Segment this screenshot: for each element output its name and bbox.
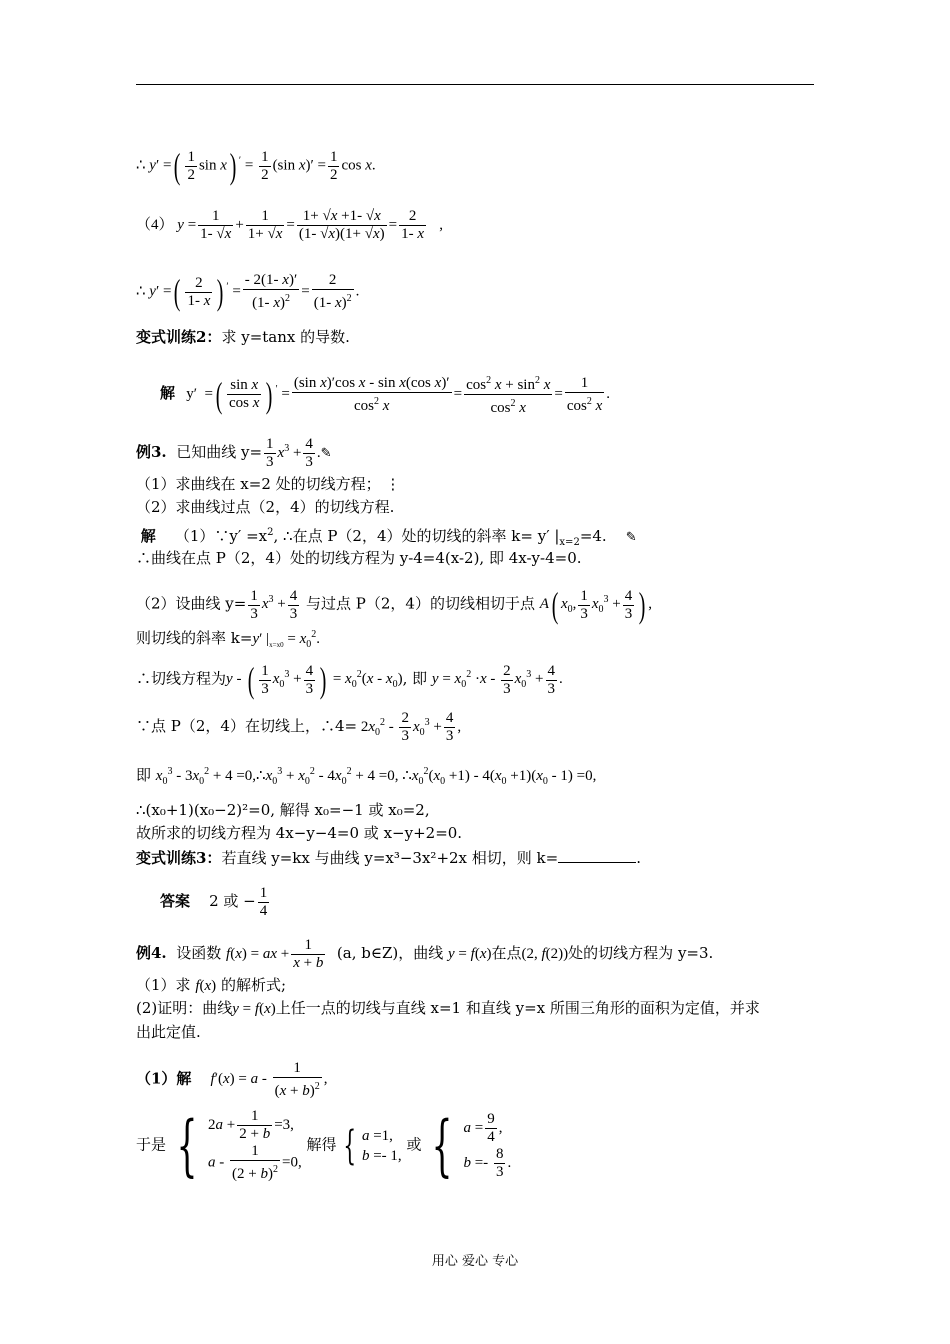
footnote-hand-icon: ✎	[320, 445, 332, 461]
example-4-q2-cont: 出此定值.	[136, 1023, 201, 1041]
example-3-tangent: ∴切线方程为y - ( $\frac{1}{3}$ $x_0^3$ + $\frac{4}{3}$ ) = $x_0^2(x - x_0)$, 即 $y = x_0^2 \cdot x$ - $\frac{2}{3}$ $x_0^3$ + $\frac{4}{3}$ .	[136, 660, 563, 700]
example-4-system: 于是 { 2a + $\frac{1}{2 + b}$ =3, a - $\frac{1}{(2 + b)^2}$ =0, 解得 { a =1, b =- 1, 或 { a = $\frac{9}{4}$ , b =- $\frac{8}{3}$ .	[136, 1106, 512, 1184]
example-3-solution-1: 解 （1）∵y′ $=x^2$, ∴在点 P（2，4）处的切线的斜率 k= y′ $|_{x=2}=4$. ✎	[140, 527, 637, 548]
derivation-line-4b: ∴ y′ =( $\frac{2}{1- x}$ ) ′ = $\frac{- 2(1- x)'}{(1- x)^2}$ = $\frac{2}{(1- x)^2}$ .	[136, 272, 360, 312]
header-rule	[136, 84, 814, 85]
solution-tan: 解 y′ =( $\frac{\text{sin x}}{\text{cos x}}$ ) ′ = $\frac{\text{(sin x)′cos x - sin x(cos x)′}}{\cos^2 x}$ = $\frac{\cos^2 x + \sin^2 x}{\cos^2 x}$ = $\frac{1}{\cos^2 x}$ .	[160, 372, 610, 417]
example-4-q2: (2)证明：曲线y = f(x)上任一点的切线与直线 x=1 和直线 y=x 所围三角形的面积为定值，并求	[136, 999, 760, 1017]
example-3-slope: 则切线的斜率 k=y′ $|_{x=x0} = x_0^2$.	[136, 629, 320, 650]
derivation-line-1: ∴ y′ =( $\frac{1}{2}$ sin x) ′ = $\frac{1}{2}$ (sin x)′ = $\frac{1}{2}$ cos x.	[136, 146, 376, 186]
example-3-part-2: （2）设曲线 y= $\frac{1}{3}$ $x^3$ + $\frac{4}{3}$ 与过点 P（2，4）的切线相切于点 A( $x_0$, $\frac{1}{3}$ $x_0^3$ + $\frac{4}{3}$ ) ,	[136, 585, 652, 625]
example-4-title: 例4. 设函数 f(x) = ax + $\frac{1}{x + b}$ (a, b∈Z)，曲线 y = f(x)在点(2, f(2))处的切线方程为 y=3.	[136, 937, 714, 971]
example-3-point: ∵点 P（2，4）在切线上，∴4= $2x_0^2$ - $\frac{2}{3}$ $x_0^3$ + $\frac{4}{3}$ ,	[136, 710, 462, 744]
page-footer: 用心 爱心 专心	[431, 1254, 519, 1269]
example-3-final: 故所求的切线方程为 4x−y−4=0 或 x−y+2=0.	[136, 824, 463, 842]
example-3-solution-2: ∴曲线在点 P（2，4）处的切线方程为 y-4=4(x-2), 即 4x-y-4=0.	[136, 549, 582, 567]
derivation-line-4: （4） y = $\frac{1}{1- √x}$ + $\frac{1}{1+ √x}$ = $\frac{1+ √x +1- √x}{(1- √x)(1+ √x)}$ = $\frac{2}{1- x}$ ,	[136, 208, 444, 242]
example-4-solution: （1）解 f′(x) = a - $\frac{1}{(x + b)^2}$ ,	[136, 1060, 328, 1099]
example-4-q1: （1）求 f(x) 的解析式;	[136, 976, 287, 994]
answer-blank	[558, 848, 636, 863]
example-3-equation: 即 $x_0^3 - 3x_0^2 + 4$ $=0,\therefore x_0^3 + x_0^2 - 4x_0^2 + 4 =0$, $\therefore x_0^2(x_0 +1) - 4(x_0 +1)(x_0 - 1) =0$,	[136, 766, 597, 787]
answer-line: 答案 2 或 − $\frac{1}{4}$	[160, 885, 268, 919]
example-3-q1: （1）求曲线在 x=2 处的切线方程； ⋮	[136, 475, 401, 493]
example-3-q2: （2）求曲线过点（2，4）的切线方程.	[136, 498, 395, 516]
variant-exercise-3: 变式训练3：若直线 y=kx 与曲线 y=x³−3x²+2x 相切，则 k= .	[136, 849, 641, 867]
footnote-hand-icon-2: ✎	[625, 530, 637, 545]
example-3-roots: ∴(x₀+1)(x₀−2)²=0, 解得 x₀=−1 或 x₀=2,	[136, 801, 430, 819]
variant-exercise-2: 变式训练2：求 y=tanx 的导数.	[136, 328, 350, 346]
example-3-title: 例3. 已知曲线 y= $\frac{1}{3}$ $x^3$ + $\frac{4}{3}$ .✎	[136, 436, 332, 470]
